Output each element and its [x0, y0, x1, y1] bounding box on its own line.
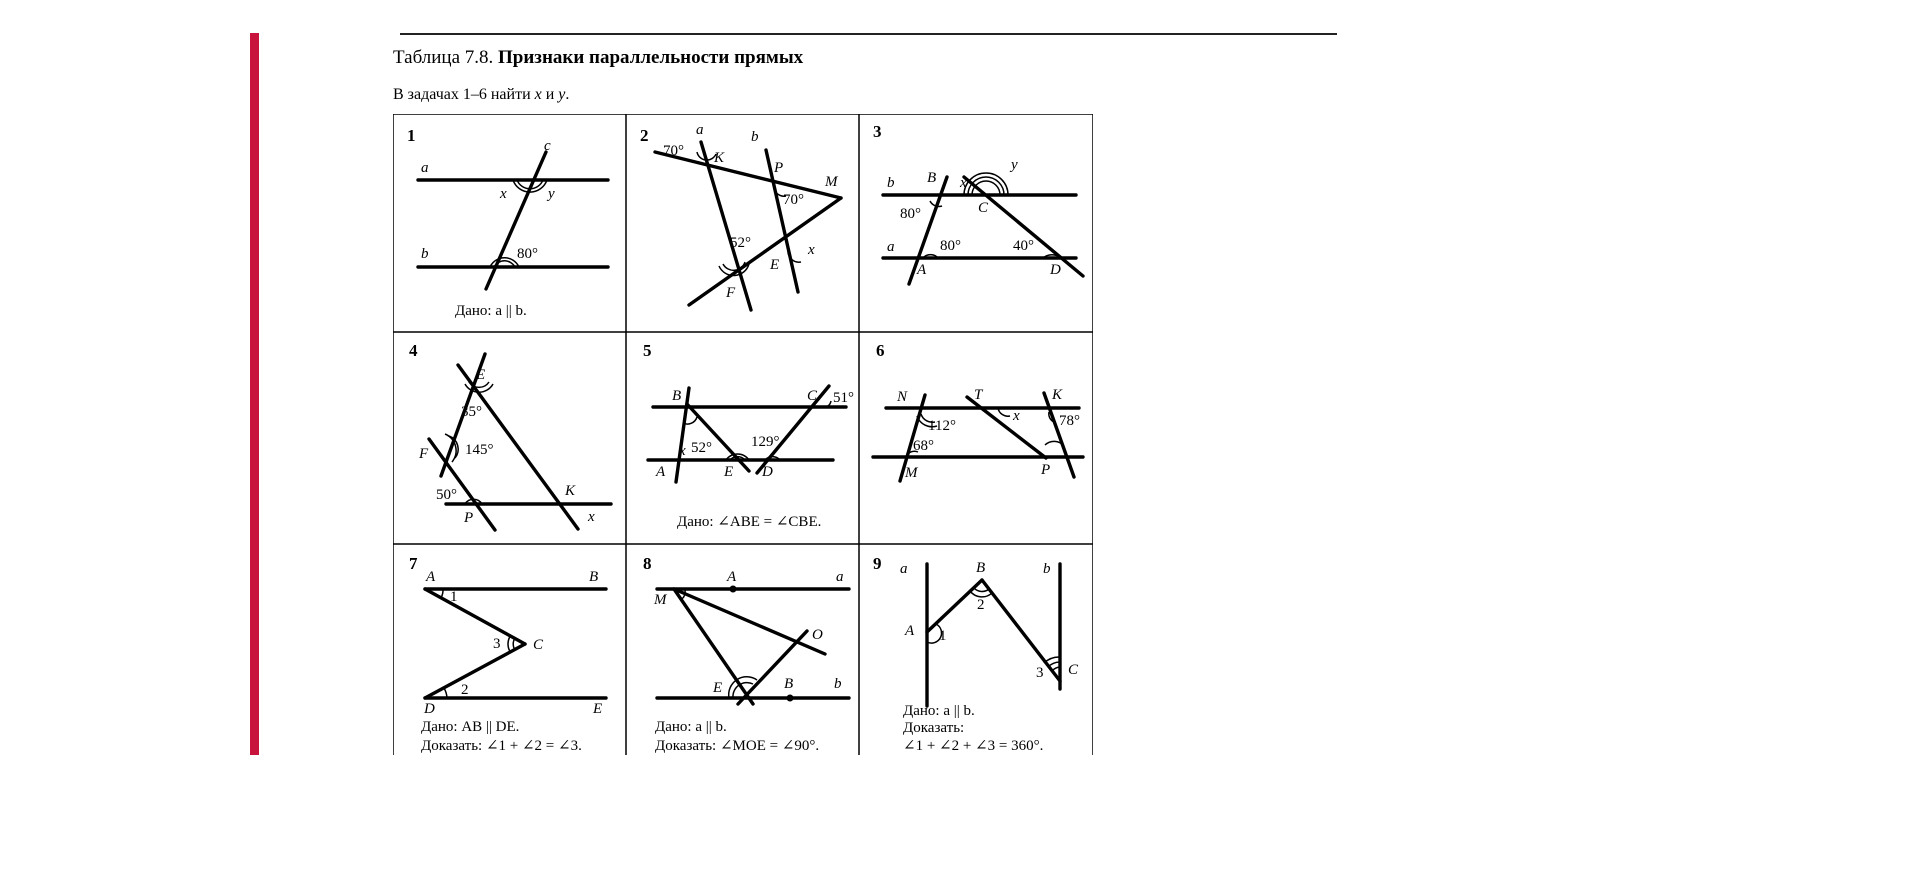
- label-P: P: [464, 510, 474, 526]
- problem-grid: [393, 114, 1093, 755]
- problem-9-number: 9: [873, 554, 882, 573]
- label-b: b: [887, 175, 895, 191]
- problem-4: [409, 341, 611, 530]
- problem-7-prove: Доказать: ∠1 + ∠2 = ∠3.: [421, 738, 582, 754]
- label-B: B: [784, 676, 794, 692]
- problem-5-given: Дано: ∠ABE = ∠CBE.: [677, 514, 822, 530]
- label-a: a: [421, 160, 429, 176]
- label-c: c: [544, 138, 551, 154]
- problem-8-prove: Доказать: ∠MOE = ∠90°.: [655, 738, 820, 754]
- angle-40: 40°: [1013, 238, 1034, 254]
- point-B: [787, 695, 794, 702]
- table-title: [393, 47, 803, 69]
- label-E: E: [770, 257, 780, 273]
- problem-9-given: Дано: a || b.: [903, 703, 975, 719]
- angle-3-arc: [513, 638, 515, 650]
- angle-35: 35°: [461, 404, 482, 420]
- label-E: E: [593, 701, 603, 717]
- label-x: x: [679, 443, 686, 459]
- label-M: M: [825, 174, 838, 190]
- label-a: a: [696, 122, 704, 138]
- title-prefix: Таблица 7.8.: [393, 47, 494, 68]
- label-M: M: [905, 465, 918, 481]
- angle-129: 129°: [751, 434, 780, 450]
- label-x: x: [808, 242, 815, 258]
- problem-7-number: 7: [409, 554, 418, 573]
- angle-52: 52°: [730, 235, 751, 251]
- line-BA: [909, 177, 947, 284]
- label-a: a: [836, 569, 844, 585]
- instruction-y: y: [558, 86, 566, 103]
- line-EO: [738, 631, 807, 704]
- label-D: D: [762, 464, 773, 480]
- label-b: b: [751, 129, 759, 145]
- problem-8-given: Дано: a || b.: [655, 719, 727, 735]
- label-F: F: [726, 285, 736, 301]
- label-C: C: [1068, 662, 1079, 678]
- problem-7: [409, 554, 606, 754]
- label-C: C: [807, 388, 818, 404]
- angle-68: 68°: [913, 438, 934, 454]
- problem-2: [640, 122, 841, 310]
- angle-51: 51°: [833, 390, 854, 406]
- label-b: b: [421, 246, 429, 262]
- label-x: x: [960, 175, 967, 191]
- label-E: E: [713, 680, 723, 696]
- line-AB: [927, 580, 982, 632]
- problem-grid-svg: [393, 114, 1093, 755]
- label-x: x: [588, 509, 595, 525]
- point-A: [730, 586, 737, 593]
- label-P: P: [1041, 462, 1051, 478]
- problem-3: [873, 122, 1083, 284]
- label-x: x: [500, 186, 507, 202]
- angle-2: 2: [977, 597, 985, 613]
- label-K: K: [1052, 387, 1063, 403]
- angle-112: 112°: [928, 418, 956, 434]
- problem-6: [873, 341, 1083, 481]
- title-bold: Признаки параллельности прямых: [498, 47, 804, 68]
- angle-3: 3: [493, 636, 501, 652]
- problem-2-number: 2: [640, 126, 649, 145]
- problem-6-number: 6: [876, 341, 885, 360]
- label-P: P: [774, 160, 784, 176]
- label-E: E: [724, 464, 734, 480]
- label-B: B: [672, 388, 682, 404]
- instruction-end: .: [565, 86, 570, 103]
- problem-8-number: 8: [643, 554, 652, 573]
- label-O: O: [812, 627, 823, 643]
- angle-2: 2: [461, 682, 469, 698]
- label-B: B: [927, 170, 937, 186]
- label-C: C: [533, 637, 544, 653]
- problem-3-number: 3: [873, 122, 882, 141]
- top-rule: [400, 33, 1337, 35]
- line-CD: [964, 177, 1083, 276]
- angle-50: 50°: [436, 487, 457, 503]
- problem-4-number: 4: [409, 341, 418, 360]
- angle-80-a: 80°: [940, 238, 961, 254]
- angle-70-b: 70°: [783, 192, 804, 208]
- label-y: y: [548, 186, 555, 202]
- label-M: M: [654, 592, 667, 608]
- label-F: F: [419, 446, 429, 462]
- label-y: y: [1011, 157, 1018, 173]
- angle-1: 1: [450, 589, 458, 605]
- label-A: A: [727, 569, 737, 585]
- label-B: B: [589, 569, 599, 585]
- label-K: K: [714, 150, 725, 166]
- angle-145: 145°: [465, 442, 494, 458]
- angle-3-arc-2: [1048, 662, 1060, 667]
- angle-1: 1: [939, 628, 947, 644]
- problem-1-given: Дано: a || b.: [455, 303, 527, 319]
- problem-9-statement: ∠1 + ∠2 + ∠3 = 360°.: [903, 738, 1044, 754]
- task-instruction: [393, 86, 569, 104]
- label-b: b: [1043, 561, 1051, 577]
- label-A: A: [917, 262, 927, 278]
- label-a: a: [887, 239, 895, 255]
- angle-80-b: 80°: [900, 206, 921, 222]
- problem-7-given: Дано: AB || DE.: [421, 719, 520, 735]
- label-x: x: [1013, 408, 1020, 424]
- angle-78: 78°: [1059, 413, 1080, 429]
- label-D: D: [424, 701, 435, 717]
- label-A: A: [426, 569, 436, 585]
- angle-3: 3: [1036, 665, 1044, 681]
- problem-5: [643, 341, 854, 530]
- instruction-and: и: [541, 86, 559, 103]
- label-T: T: [974, 387, 983, 403]
- label-D: D: [1050, 262, 1061, 278]
- page-edge-red-bar: [250, 33, 259, 755]
- instruction-text: В задачах 1–6 найти: [393, 86, 535, 103]
- label-K: K: [565, 483, 576, 499]
- line-TP: [967, 397, 1046, 458]
- problem-9-prove: Доказать:: [903, 720, 965, 736]
- line-MF: [689, 198, 841, 305]
- problem-8: [643, 554, 849, 754]
- problem-5-number: 5: [643, 341, 652, 360]
- problem-1: [407, 126, 608, 319]
- label-B: B: [976, 560, 986, 576]
- angle-70-a: 70°: [663, 143, 684, 159]
- label-C: C: [978, 200, 989, 216]
- label-a: a: [900, 561, 908, 577]
- problem-1-number: 1: [407, 126, 416, 145]
- label-b: b: [834, 676, 842, 692]
- instruction-x: x: [534, 86, 542, 103]
- label-A: A: [905, 623, 915, 639]
- label-N: N: [897, 389, 908, 405]
- label-E: E: [476, 367, 486, 383]
- label-A: A: [656, 464, 666, 480]
- angle-52: 52°: [691, 440, 712, 456]
- angle-80: 80°: [517, 246, 538, 262]
- textbook-page: [250, 33, 1098, 755]
- problem-9: [873, 554, 1079, 754]
